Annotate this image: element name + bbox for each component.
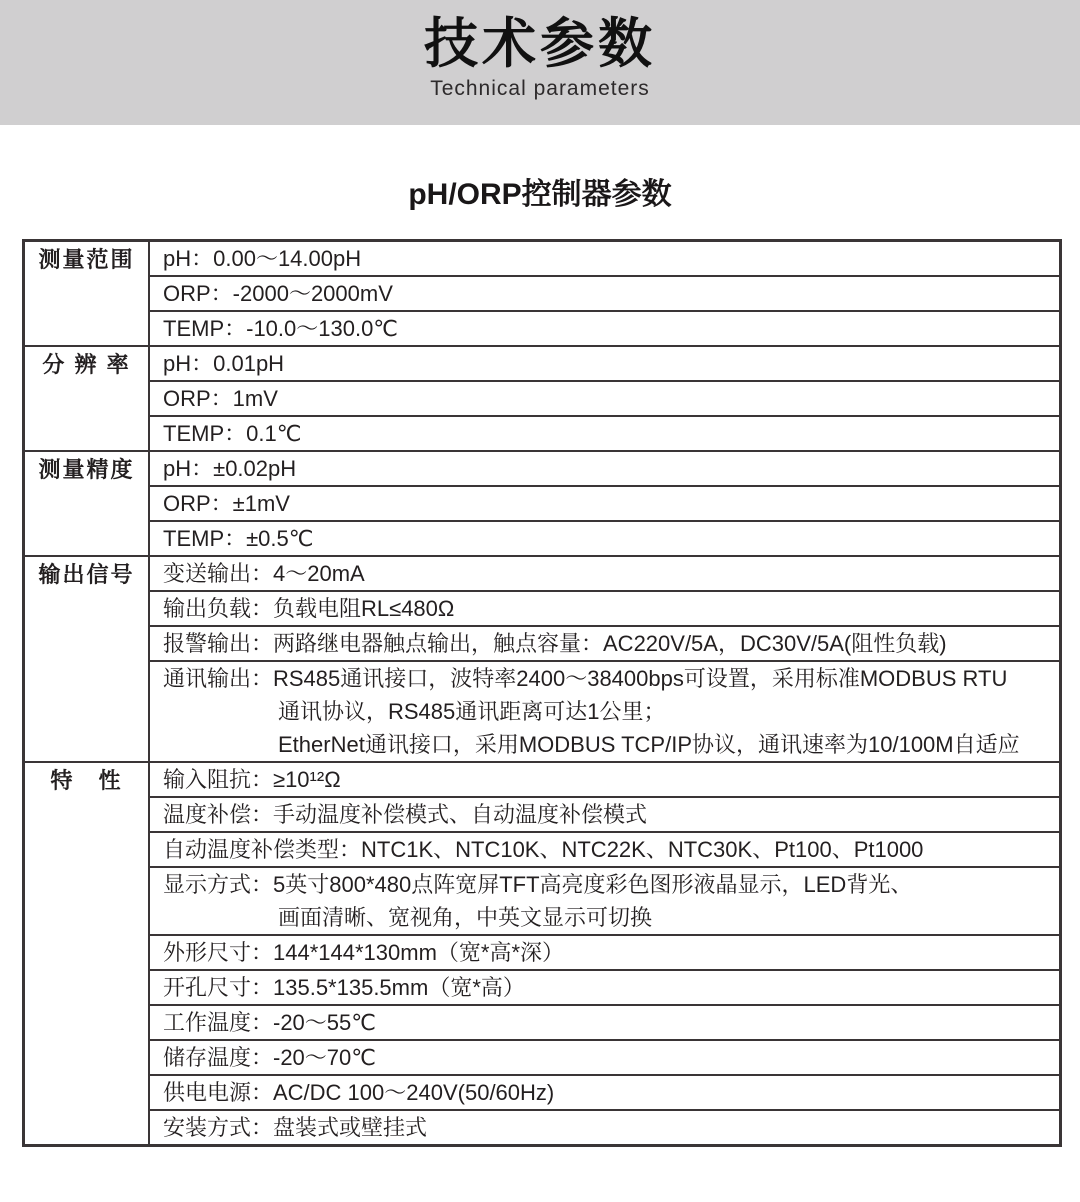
spec-line: 变送输出：4～20mA xyxy=(163,561,365,586)
spec-line: TEMP：-10.0～130.0℃ xyxy=(163,316,399,341)
spec-line: 自动温度补偿类型：NTC1K、NTC10K、NTC22K、NTC30K、Pt100、Pt1000 xyxy=(163,837,924,862)
page-subtitle: Technical parameters xyxy=(430,77,650,100)
group-label-features: 特 性 xyxy=(25,763,150,1144)
table-group-resolution xyxy=(25,345,1059,450)
table-row xyxy=(150,1004,1059,1039)
table-row xyxy=(150,275,1059,310)
spec-line: 显示方式：5英寸800*480点阵宽屏TFT高亮度彩色图形液晶显示，LED背光、 xyxy=(163,872,913,897)
group-label-accuracy: 测量精度 xyxy=(25,452,150,555)
spec-line-continuation: 画面清晰、宽视角，中英文显示可切换 xyxy=(278,905,653,930)
table-row xyxy=(150,520,1059,555)
spec-line-continuation: 通讯协议，RS485通讯距离可达1公里； xyxy=(278,699,666,724)
table-row xyxy=(150,934,1059,969)
table-row xyxy=(150,557,1059,590)
table-group-features xyxy=(25,761,1059,1144)
spec-line: 供电电源：AC/DC 100～240V(50/60Hz) xyxy=(163,1080,555,1105)
table-row xyxy=(150,380,1059,415)
table-row xyxy=(150,415,1059,450)
spec-line: ORP：±1mV xyxy=(163,491,290,516)
spec-line: 开孔尺寸：135.5*135.5mm（宽*高） xyxy=(163,975,525,1000)
spec-line: 外形尺寸：144*144*130mm（宽*高*深） xyxy=(163,940,565,965)
table-row xyxy=(150,452,1059,485)
spec-line: TEMP：±0.5℃ xyxy=(163,526,314,551)
table-row xyxy=(150,763,1059,796)
spec-line: pH：0.01pH xyxy=(163,351,285,376)
table-group-measurement-range xyxy=(25,242,1059,345)
table-row xyxy=(150,969,1059,1004)
group-label-output-signal: 输出信号 xyxy=(25,557,150,761)
spec-line: 安装方式：盘装式或壁挂式 xyxy=(163,1115,428,1140)
table-row xyxy=(150,347,1059,380)
spec-line: 输入阻抗：≥10¹²Ω xyxy=(163,767,341,792)
spec-line: pH：±0.02pH xyxy=(163,456,297,481)
header-banner xyxy=(0,0,1080,125)
table-row xyxy=(150,796,1059,831)
table-row xyxy=(150,831,1059,866)
table-row xyxy=(150,1074,1059,1109)
table-row-communication-output xyxy=(150,660,1059,761)
table-group-accuracy xyxy=(25,450,1059,555)
table-row xyxy=(150,625,1059,660)
table-row xyxy=(150,310,1059,345)
table-group-output-signal xyxy=(25,555,1059,761)
table-row xyxy=(150,590,1059,625)
spec-line: 温度补偿：手动温度补偿模式、自动温度补偿模式 xyxy=(163,802,648,827)
spec-line: 工作温度：-20～55℃ xyxy=(163,1010,376,1035)
spec-line: TEMP：0.1℃ xyxy=(163,421,302,446)
spec-line-continuation: EtherNet通讯接口，采用MODBUS TCP/IP协议，通讯速率为10/100M自适应 xyxy=(278,732,1020,757)
section-title: pH/ORP控制器参数 xyxy=(408,178,672,211)
group-label-resolution: 分 辨 率 xyxy=(25,347,150,450)
spec-line: 通讯输出：RS485通讯接口，波特率2400～38400bps可设置，采用标准MODBUS RTU xyxy=(163,666,1008,691)
table-row xyxy=(150,1039,1059,1074)
group-label-measurement-range: 测量范围 xyxy=(25,242,150,345)
spec-line: pH：0.00～14.00pH xyxy=(163,246,362,271)
table-row xyxy=(150,242,1059,275)
page-title: 技术参数 xyxy=(424,14,656,74)
table-row xyxy=(150,1109,1059,1144)
spec-line: ORP：-2000～2000mV xyxy=(163,281,393,306)
spec-table xyxy=(22,239,1062,1147)
spec-line: 输出负载：负载电阻RL≤480Ω xyxy=(163,596,455,621)
table-row xyxy=(150,485,1059,520)
spec-line: 报警输出：两路继电器触点输出，触点容量：AC220V/5A，DC30V/5A(阻性负载) xyxy=(163,631,947,656)
table-row-display-mode xyxy=(150,866,1059,934)
spec-line: ORP：1mV xyxy=(163,386,278,411)
spec-line: 储存温度：-20～70℃ xyxy=(163,1045,376,1070)
